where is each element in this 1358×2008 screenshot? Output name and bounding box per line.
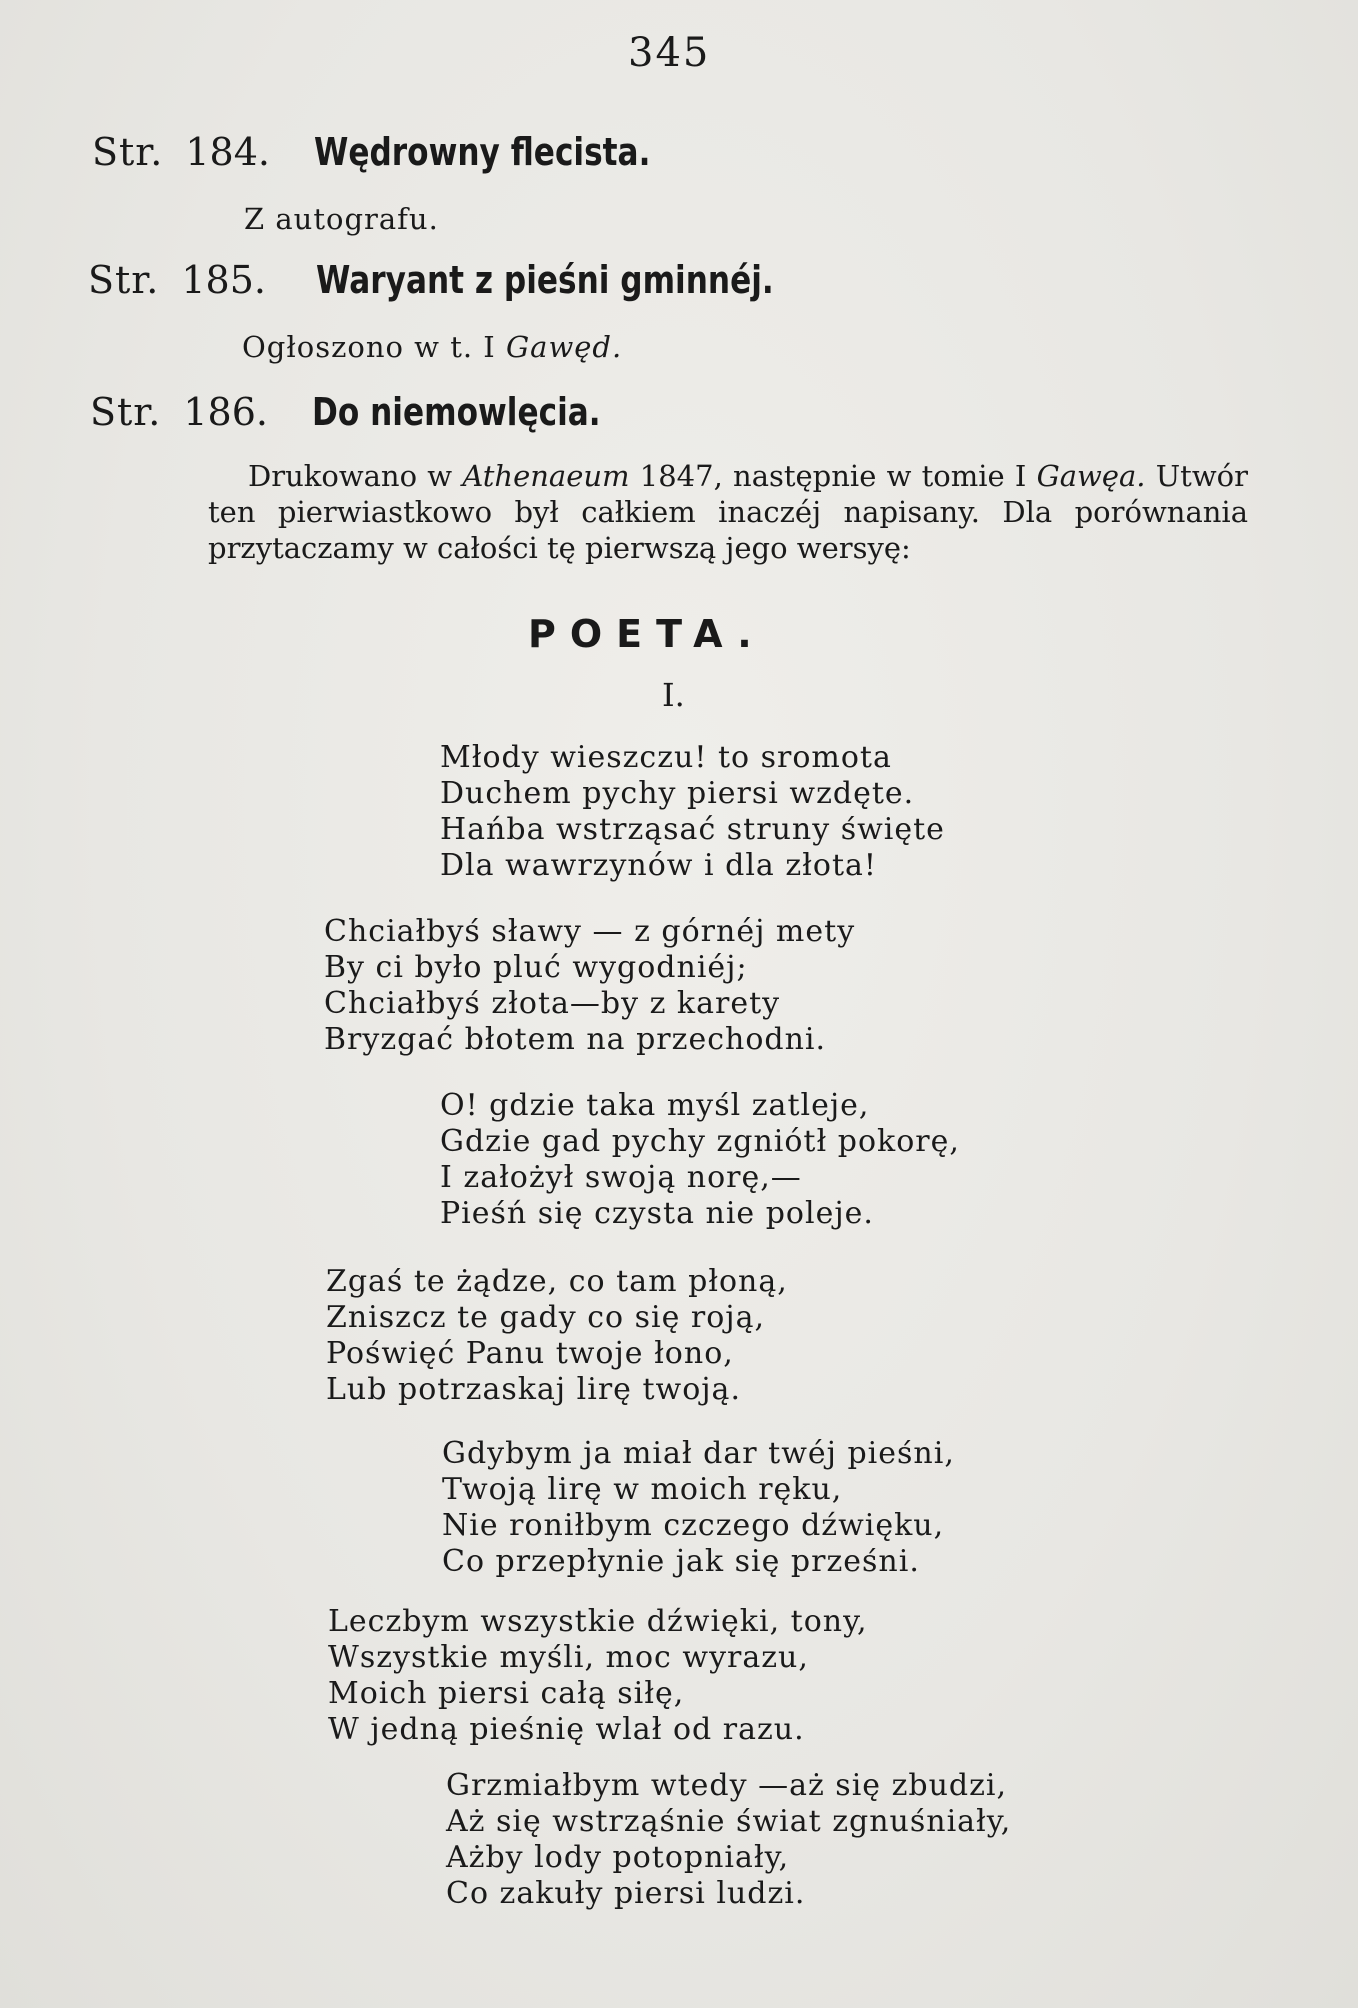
poem-line: Pieśń się czysta nie poleje. xyxy=(440,1196,874,1231)
paragraph-text: Utwór ten pierwiastkowo był całkiem inaczéj napisany. Dla porównania przytaczamy w całości tę pierwszą jego wersyę: xyxy=(208,459,1248,565)
poem-line: Ażby lody potopniały, xyxy=(446,1840,790,1875)
poem-line: Gdybym ja miał dar twéj pieśni, xyxy=(442,1436,955,1471)
poem-line: Grzmiałbym wtedy —aż się zbudzi, xyxy=(446,1768,1008,1803)
poem-line: O! gdzie taka myśl zatleje, xyxy=(440,1088,870,1123)
poem-line: Twoją lirę w moich ręku, xyxy=(442,1472,843,1507)
poem-line: Poświęć Panu twoje łono, xyxy=(326,1336,734,1371)
entry-paragraph-186 xyxy=(208,458,1248,566)
poem-line: Leczbym wszystkie dźwięki, tony, xyxy=(328,1604,868,1639)
poem-stanza xyxy=(440,1088,960,1232)
entry-label: Str. xyxy=(90,390,162,434)
entry-label: Str. xyxy=(88,258,160,302)
poem-line: Nie roniłbym czczego dźwięku, xyxy=(442,1508,945,1543)
page-number: 345 xyxy=(628,30,711,76)
poem-line: Gdzie gad pychy zgniótł pokorę, xyxy=(440,1124,960,1159)
paragraph-text: Drukowano w xyxy=(248,459,463,493)
paragraph-text: 1847, następnie w tomie I xyxy=(629,459,1037,493)
entry-title: Do niemowlęcia. xyxy=(311,390,601,434)
poem-line: Bryzgać błotem na przechodni. xyxy=(324,1022,827,1057)
poem-line: Aż się wstrząśnie świat zgnuśniały, xyxy=(446,1804,1012,1839)
poem-line: Co zakuły piersi ludzi. xyxy=(446,1876,806,1911)
entry-heading-184 xyxy=(92,130,724,174)
poem-stanza xyxy=(328,1604,868,1748)
entry-heading-185 xyxy=(88,258,874,302)
poem-line: Moich piersi całą siłę, xyxy=(328,1676,685,1711)
poem-line: I założył swoją norę,— xyxy=(440,1160,802,1195)
poem-line: Zgaś te żądze, co tam płoną, xyxy=(326,1264,788,1299)
entry-number: 185. xyxy=(181,258,266,302)
poem-line: Chciałbyś sławy — z górnéj mety xyxy=(324,914,856,949)
poem-part-number: I. xyxy=(662,676,685,714)
poem-line: Zniszcz te gady co się roją, xyxy=(326,1300,766,1335)
entry-note-184: Z autografu. xyxy=(244,202,439,236)
poem-stanza xyxy=(324,914,855,1058)
poem-stanza xyxy=(440,740,945,884)
poem-line: Lub potrzaskaj lirę twoją. xyxy=(326,1372,741,1407)
poem-line: Wszystkie myśli, moc wyrazu, xyxy=(328,1640,809,1675)
paragraph-italic: Athenaeum xyxy=(462,459,630,493)
poem-line: Młody wieszczu! to sromota xyxy=(440,740,892,775)
entry-heading-186 xyxy=(90,390,664,434)
poem-stanza xyxy=(446,1768,1011,1912)
poem-line: Dla wawrzynów i dla złota! xyxy=(440,848,877,883)
poem-line: Duchem pychy piersi wzdęte. xyxy=(440,776,915,811)
paragraph-italic: Gawęa. xyxy=(1036,459,1146,493)
entry-title: Wędrowny flecista. xyxy=(313,130,651,174)
entry-note-185 xyxy=(242,330,622,364)
poem-line: By ci było pluć wygodniéj; xyxy=(324,950,748,985)
poem-line: W jedną pieśnię wlał od razu. xyxy=(328,1712,805,1747)
poem-stanza xyxy=(442,1436,955,1580)
poem-line: Chciałbyś złota—by z karety xyxy=(324,986,781,1021)
poem-line: Hańba wstrząsać struny święte xyxy=(440,812,945,847)
poem-line: Co przepłynie jak się prześni. xyxy=(442,1544,920,1579)
entry-title: Waryant z pieśni gminnéj. xyxy=(315,258,774,302)
entry-number: 184. xyxy=(185,130,270,174)
note-italic-text: Gawęd. xyxy=(505,330,623,364)
entry-number: 186. xyxy=(183,390,268,434)
note-text: Ogłoszono w t. I xyxy=(242,330,506,364)
entry-label: Str. xyxy=(92,130,164,174)
poem-title: POETA. xyxy=(528,612,766,656)
poem-stanza xyxy=(326,1264,788,1408)
